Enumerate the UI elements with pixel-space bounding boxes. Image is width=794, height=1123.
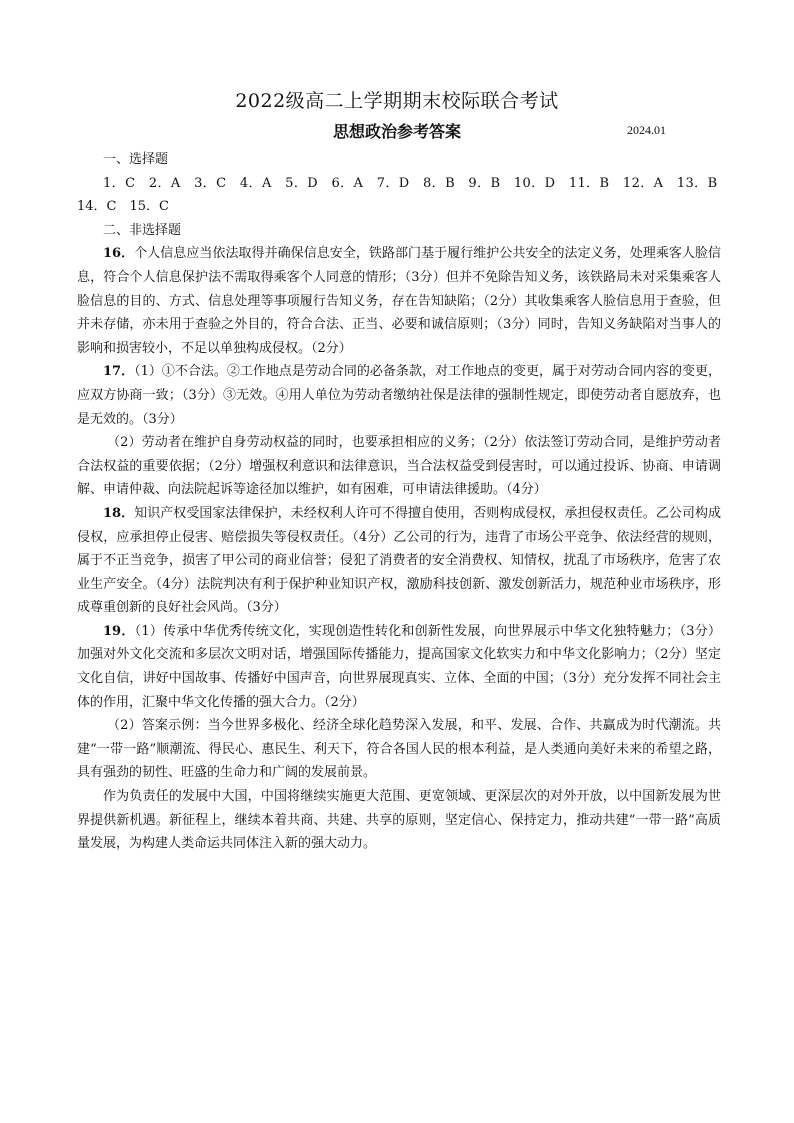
answer-text: 知识产权受国家法律保护，未经权利人许可不得擅自使用，否则构成侵权，承担侵权责任。乙公司构成侵权，应承担停止侵害、赔偿损失等侵权责任。（4分）乙公司的行为，违背了市场公平竞争、依法经营的规则，属于不正当竞争，损害了甲公司的商业信誉；侵犯了消费者的安全消费权、知情权，扰乱了市场秩序，危害了农业生产安全。（4分）法院判决有利于保护种业知识产权，激励科技创新、激发创新活力，规范种业市场秩序，形成尊重创新的良好社会风尚。（3分） <box>77 505 721 616</box>
answer-q19-part3: 作为负责任的发展中大国，中国将继续实施更大范围、更宽领域、更深层次的对外开放，以中国新发展为世界提供新机遇。新征程上，继续本着共商、共建、共享的原则，坚定信心、保持定力，推动共建“一带一路”高质量发展，为构建人类命运共同体注入新的强大动力。 <box>77 789 721 852</box>
exam-date: 2024.01 <box>627 123 666 137</box>
question-number: 19． <box>103 623 135 639</box>
choice-answers-line-2: 14．C 15．C <box>77 199 169 215</box>
answer-text: （1）①不合法。②工作地点是劳动合同的必备条款，对工作地点的变更，属于对劳动合同内容的变更，应双方协商一致；（3分）③无效。④用人单位为劳动者缴纳社保是法律的强制性规定，即使劳动者自愿放弃，也是无效的。（3分） <box>77 364 722 427</box>
choice-answers-line-1: 1．C 2．A 3．C 4．A 5．D 6．A 7．D 8．B 9．B 10．D 11．B 12．A 13．B <box>103 175 718 191</box>
answer-text: （1）传承中华优秀传统文化，实现创造性转化和创新性发展，向世界展示中华文化独特魅力；（3分）加强对外文化交流和多层次文明对话，增强国际传播能力，提高国家文化软实力和中华文化影响力；（2分）坚定文化自信，讲好中国故事、传播好中国声音，向世界展现真实、立体、全面的中国；（3分）充分发挥不同社会主体的作用，汇聚中华文化传播的强大合力。（2分） <box>77 623 721 710</box>
page-subtitle: 思想政治参考答案 <box>332 122 461 141</box>
answer-text: 个人信息应当依法取得并确保信息安全，铁路部门基于履行维护公共安全的法定义务，处理乘客人脸信息，符合个人信息保护法不需取得乘客个人同意的情形；（3分）但并不免除告知义务，该铁路局未对采集乘客人脸信息的目的、方式、信息处理等事项履行告知义务，存在告知缺陷；（2分）其收集乘客人脸信息用于查验，但并未存储，亦未用于查验之外目的，符合合法、正当、必要和诚信原则；（3分）同时，告知义务缺陷对当事人的影响和损害较小，不足以单独构成侵权。（2分） <box>77 246 721 356</box>
section-heading-choice: 一、选择题 <box>103 152 169 167</box>
page-title: 2022级高二上学期期末校际联合考试 <box>235 90 559 112</box>
answer-body <box>77 148 721 856</box>
answer-q17-part2: （2）劳动者在维护自身劳动权益的同时，也要承担相应的义务；（2分）依法签订劳动合同，是维护劳动者合法权益的重要依据；（2分）增强权利意识和法律意识，当合法权益受到侵害时，可以通过投诉、协商、申请调解、申请仲裁、向法院起诉等途径加以维护，如有困难，可申请法律援助。（4分） <box>77 435 721 498</box>
answer-q18 <box>77 502 721 620</box>
question-number: 18． <box>103 505 135 521</box>
answer-q19-part2: （2）答案示例：当今世界多极化、经济全球化趋势深入发展，和平、发展、合作、共赢成为时代潮流。共建“一带一路”顺潮流、得民心、惠民生、利天下，符合各国人民的根本利益，是人类通向美好未来的希望之路，具有强劲的韧性、旺盛的生命力和广阔的发展前景。 <box>77 718 721 781</box>
question-number: 17． <box>103 364 135 380</box>
answer-q16 <box>77 242 721 360</box>
answer-q19-part1 <box>77 620 721 714</box>
question-number: 16． <box>103 246 135 262</box>
section-heading-nonchoice: 二、非选择题 <box>103 222 182 238</box>
answer-q17-part1 <box>77 360 721 431</box>
